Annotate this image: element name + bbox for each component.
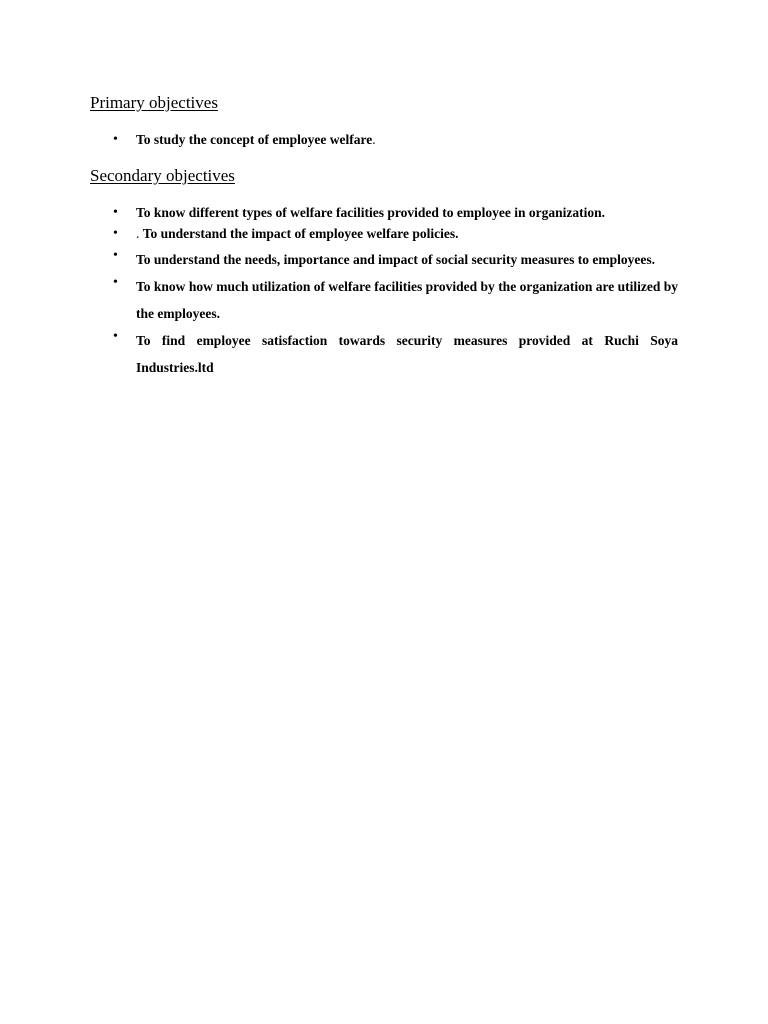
secondary-objectives-heading: Secondary objectives	[90, 166, 235, 185]
list-item	[0, 225, 678, 243]
primary-objectives-list	[0, 131, 768, 149]
list-item	[0, 273, 678, 327]
bullet-icon: •	[113, 132, 118, 147]
list-item	[0, 204, 678, 222]
list-item-text: To know different types of welfare facilities provided to employee in organization.	[136, 205, 605, 220]
bullet-icon: •	[113, 226, 118, 241]
list-item-text: To know how much utilization of welfare facilities provided by the organization are utilized by the employees.	[136, 279, 678, 321]
bullet-icon: •	[113, 329, 118, 344]
list-item	[0, 327, 678, 381]
list-item	[0, 131, 678, 149]
bullet-icon: •	[113, 248, 118, 263]
list-item-text: To understand the needs, importance and impact of social security measures to employees.	[136, 252, 655, 267]
list-item-text: To find employee satisfaction towards security measures provided at Ruchi Soya Industries.ltd	[136, 333, 678, 375]
primary-objectives-heading: Primary objectives	[90, 93, 218, 112]
list-item-prefix: .	[136, 226, 143, 241]
list-item-suffix: .	[372, 132, 376, 147]
list-item-text: To study the concept of employee welfare	[136, 132, 373, 147]
secondary-objectives-list	[0, 204, 768, 381]
list-item-text: To understand the impact of employee welfare policies.	[142, 226, 459, 241]
bullet-icon: •	[113, 205, 118, 220]
bullet-icon: •	[113, 275, 118, 290]
list-item	[0, 246, 678, 273]
